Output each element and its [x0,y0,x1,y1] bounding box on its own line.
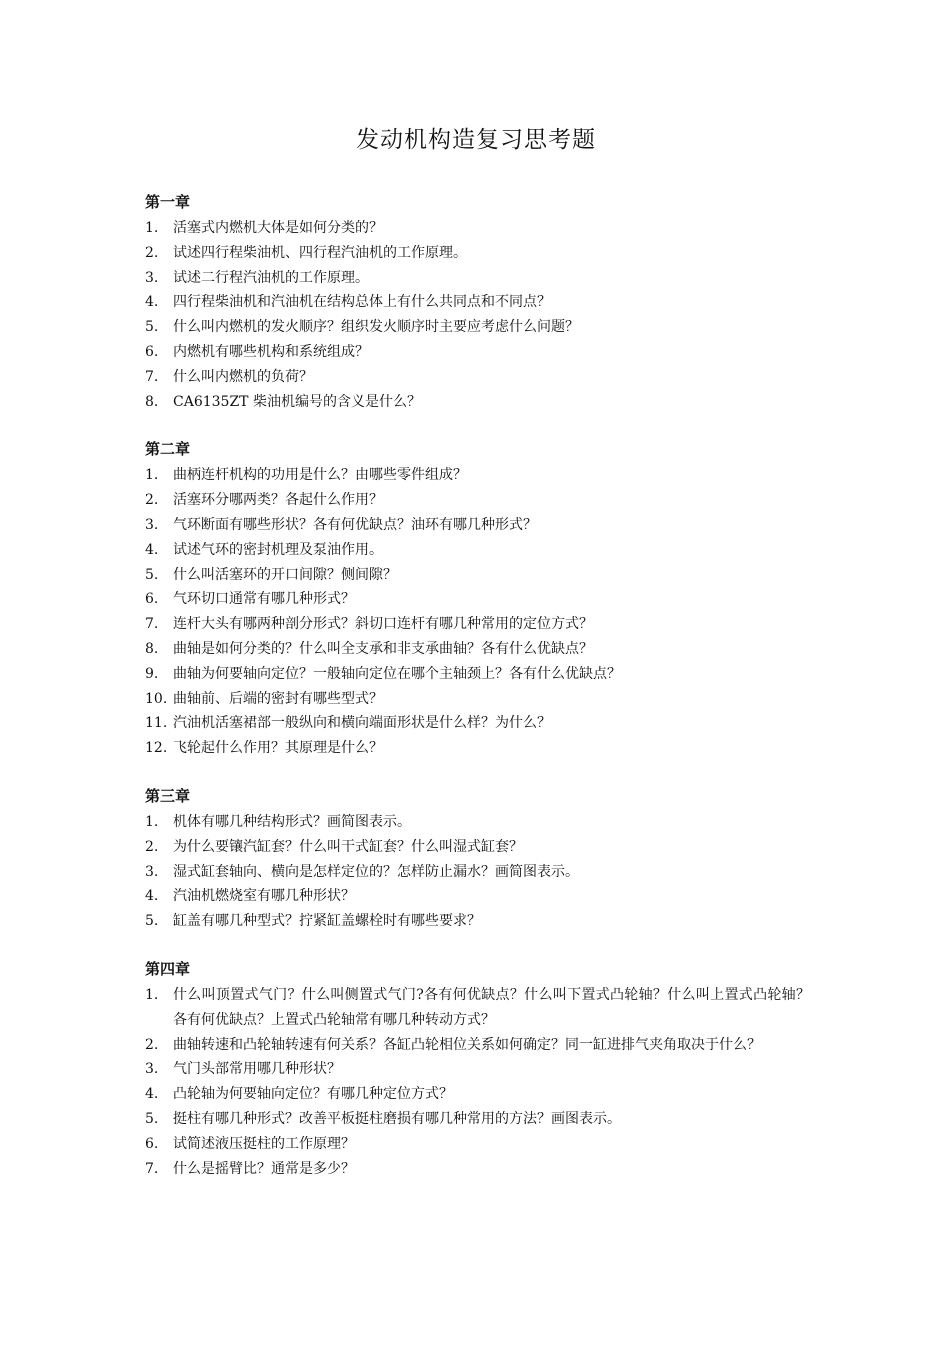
question-text: 曲轴是如何分类的？什么叫全支承和非支承曲轴？各有什么优缺点？ [173,640,593,657]
question-text: 什么叫活塞环的开口间隙？侧间隙？ [173,566,397,583]
question-item [145,266,810,291]
question-text: 试简述液压挺柱的工作原理？ [173,1135,355,1152]
question-text: 为什么要镶汽缸套？什么叫干式缸套？什么叫湿式缸套？ [173,838,523,855]
question-text: 什么叫内燃机的发火顺序？组织发火顺序时主要应考虑什么问题？ [173,319,579,336]
question-item [145,538,810,563]
question-text: 连杆大头有哪两种剖分形式？斜切口连杆有哪几种常用的定位方式？ [173,616,593,633]
question-number: 5. [145,566,159,583]
question-item [145,884,810,909]
question-number: 7. [145,1160,159,1177]
question-text: 试述气环的密封机理及泵油作用。 [173,541,383,558]
question-item [145,563,810,588]
question-item [145,216,810,241]
question-text: 挺柱有哪几种形式？改善平板挺柱磨损有哪几种常用的方法？画图表示。 [173,1110,621,1127]
question-text: 曲轴为何要轴向定位？一般轴向定位在哪个主轴颈上？各有什么优缺点？ [173,665,621,682]
question-number: 2. [145,838,159,855]
question-item [145,340,810,365]
question-item [145,1157,810,1182]
question-text: 什么叫内燃机的负荷？ [173,368,313,385]
question-item [145,909,810,934]
question-item [145,612,810,637]
question-text: 飞轮起什么作用？其原理是什么？ [173,740,383,757]
question-number: 6. [145,343,159,360]
question-number: 12. [145,740,168,757]
question-item [145,1033,810,1058]
chapter-3 [145,785,810,934]
question-number: 3. [145,863,159,880]
question-item [145,365,810,390]
question-item [145,315,810,340]
question-list [145,810,810,934]
question-item [145,711,810,736]
question-text: 曲轴前、后端的密封有哪些型式？ [173,690,383,707]
question-text: 汽油机燃烧室有哪几种形状？ [173,888,355,905]
question-item [145,637,810,662]
question-item [145,860,810,885]
question-number: 10. [145,690,168,707]
question-item [145,662,810,687]
question-number: 4. [145,294,159,311]
question-number: 8. [145,640,159,657]
question-text: 试述四行程柴油机、四行程汽油机的工作原理。 [173,244,467,261]
question-text: 气环切口通常有哪几种形式？ [173,591,355,608]
question-text: 四行程柴油机和汽油机在结构总体上有什么共同点和不同点？ [173,294,551,311]
question-text: 试述二行程汽油机的工作原理。 [173,269,369,286]
question-item [145,835,810,860]
question-item [145,810,810,835]
question-text: CA6135ZT 柴油机编号的含义是什么？ [173,393,421,410]
question-text: 凸轮轴为何要轴向定位？有哪几种定位方式？ [173,1086,453,1103]
question-number: 5. [145,913,159,930]
question-number: 5. [145,319,159,336]
question-number: 6. [145,591,159,608]
question-number: 8. [145,393,159,410]
question-number: 7. [145,616,159,633]
question-number: 1. [145,467,159,484]
chapter-heading: 第三章 [145,786,191,805]
chapter-4 [145,958,810,1181]
question-number: 1. [145,220,159,236]
question-text: 曲轴转速和凸轮轴转速有何关系？各缸凸轮相位关系如何确定？同一缸进排气夹角取决于什么？ [173,1036,761,1053]
question-text: 缸盖有哪几种型式？拧紧缸盖螺栓时有哪些要求？ [173,913,481,930]
chapter-heading: 第二章 [145,440,191,459]
question-text: 活塞式内燃机大体是如何分类的？ [173,220,383,236]
question-text: 内燃机有哪些机构和系统组成？ [173,343,369,360]
question-number: 1. [145,986,159,1003]
question-item [145,1132,810,1157]
question-text: 气门头部常用哪几种形状？ [173,1061,341,1078]
question-number: 3. [145,516,159,533]
question-item [145,488,810,513]
document-title: 发动机构造复习思考题 [356,127,596,153]
question-item [145,290,810,315]
question-item [145,687,810,712]
question-number: 4. [145,888,159,905]
question-item [145,983,810,1033]
question-text: 什么是摇臂比？通常是多少？ [173,1160,355,1177]
question-number: 2. [145,1036,159,1053]
chapter-1 [145,191,810,414]
question-item [145,513,810,538]
question-number: 2. [145,244,159,261]
question-item [145,1057,810,1082]
question-number: 2. [145,492,159,509]
question-number: 4. [145,1086,159,1103]
chapter-heading: 第一章 [145,193,191,211]
chapter-list [145,191,810,1205]
question-item [145,463,810,488]
question-number: 7. [145,368,159,385]
question-number: 11. [145,715,168,732]
question-number: 6. [145,1135,159,1152]
question-item [145,241,810,266]
question-list [145,216,810,414]
question-list [145,983,810,1181]
question-item [145,390,810,415]
question-item [145,587,810,612]
chapter-2 [145,438,810,761]
question-text: 湿式缸套轴向、横向是怎样定位的？怎样防止漏水？画简图表示。 [173,863,579,880]
question-number: 4. [145,541,159,558]
question-text: 活塞环分哪两类？各起什么作用？ [173,492,383,509]
question-number: 3. [145,269,159,286]
question-number: 5. [145,1110,159,1127]
question-text: 汽油机活塞裙部一般纵向和横向端面形状是什么样？为什么？ [173,715,551,732]
question-text: 什么叫顶置式气门？什么叫侧置式气门?各有何优缺点？什么叫下置式凸轮轴？什么叫上置式凸轮轴？各有何优缺点？上置式凸轮轴常有哪几种转动方式？ [173,986,810,1028]
question-text: 机体有哪几种结构形式？画简图表示。 [173,813,411,830]
question-number: 3. [145,1061,159,1078]
question-number: 9. [145,665,159,682]
question-item [145,1107,810,1132]
question-list [145,463,810,761]
chapter-heading: 第四章 [145,959,191,978]
question-number: 1. [145,813,159,830]
question-text: 曲柄连杆机构的功用是什么？由哪些零件组成？ [173,467,467,484]
question-item [145,736,810,761]
question-text: 气环断面有哪些形状？各有何优缺点？油环有哪几种形式？ [173,516,537,533]
question-item [145,1082,810,1107]
